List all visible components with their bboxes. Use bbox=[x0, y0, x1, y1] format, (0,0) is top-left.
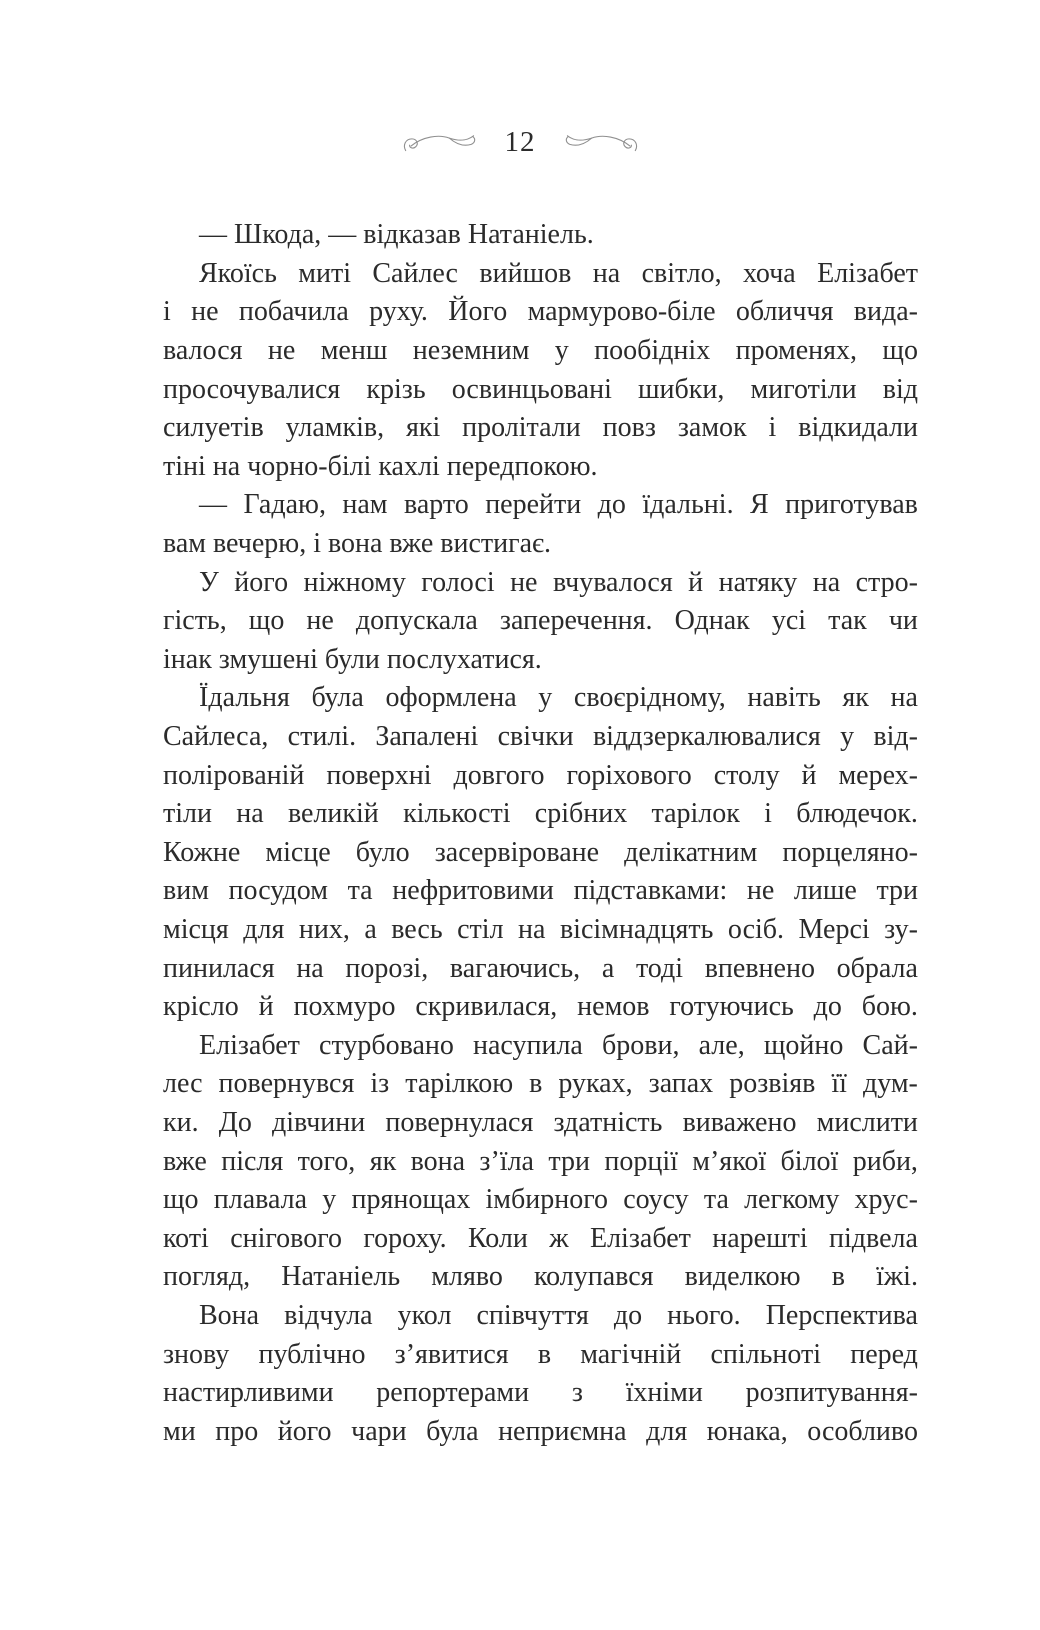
word: лес bbox=[163, 1068, 203, 1100]
word: Їдальня bbox=[199, 682, 290, 714]
word: перейти bbox=[485, 489, 582, 521]
text-line bbox=[163, 1297, 918, 1336]
word: на bbox=[890, 682, 918, 714]
word: натяку bbox=[718, 566, 798, 598]
word: свічки bbox=[497, 721, 574, 753]
word: чари bbox=[351, 1415, 407, 1447]
word: уламків, bbox=[285, 412, 385, 444]
word: ж bbox=[549, 1222, 569, 1254]
word: мислити bbox=[816, 1106, 918, 1138]
word: так bbox=[828, 605, 867, 637]
word: виважено bbox=[682, 1106, 797, 1138]
word: й bbox=[258, 991, 274, 1023]
word: не bbox=[267, 335, 296, 367]
word: Елізабет bbox=[817, 257, 918, 289]
word: місця bbox=[163, 913, 229, 945]
word: тоді bbox=[635, 952, 684, 984]
word: Перспектива bbox=[765, 1299, 918, 1331]
word: них, bbox=[298, 913, 350, 945]
word: їжі. bbox=[876, 1261, 918, 1293]
word: кількості bbox=[403, 798, 511, 830]
word: вим bbox=[163, 875, 209, 907]
word: допускала bbox=[355, 605, 478, 637]
text-line bbox=[163, 1335, 918, 1374]
word: та bbox=[347, 875, 373, 907]
word: стурбовано bbox=[319, 1029, 454, 1061]
word: що bbox=[248, 605, 285, 637]
word: її bbox=[831, 1068, 847, 1100]
word: та bbox=[703, 1184, 729, 1216]
word: юнака, bbox=[706, 1415, 788, 1447]
word: повз bbox=[602, 412, 656, 444]
word: співчуття bbox=[476, 1299, 589, 1331]
text-line bbox=[163, 1219, 918, 1258]
word: у bbox=[322, 1184, 337, 1216]
word: того, bbox=[297, 1145, 356, 1177]
text-line: — Шкода, — відказав Натаніель. bbox=[199, 219, 594, 250]
word: відкидали bbox=[798, 412, 918, 444]
word: від- bbox=[873, 721, 918, 753]
word: стіл bbox=[457, 913, 504, 945]
word: бою. bbox=[861, 991, 918, 1023]
word: повернулася bbox=[385, 1106, 534, 1138]
word: три bbox=[548, 1145, 590, 1177]
word: нарешті bbox=[712, 1222, 808, 1254]
word: гість, bbox=[163, 605, 227, 637]
word: столу bbox=[713, 759, 780, 791]
word: вагаючись, bbox=[449, 952, 581, 984]
word: тіли bbox=[163, 798, 212, 830]
text-line bbox=[163, 1412, 918, 1451]
word: стро- bbox=[855, 566, 918, 598]
word: оформлена bbox=[385, 682, 517, 714]
word: до bbox=[813, 991, 842, 1023]
word: неприємна bbox=[498, 1415, 627, 1447]
word: варто bbox=[403, 489, 469, 521]
word: миготіли bbox=[750, 373, 857, 405]
word: в bbox=[831, 1261, 845, 1293]
word: нам bbox=[342, 489, 388, 521]
word: чи bbox=[888, 605, 918, 637]
word: для bbox=[646, 1415, 688, 1447]
word: в bbox=[529, 1068, 543, 1100]
word: легкому bbox=[744, 1184, 840, 1216]
word: із bbox=[370, 1068, 390, 1100]
word: порцеляно- bbox=[782, 836, 918, 868]
text-line bbox=[163, 679, 918, 718]
paragraph bbox=[163, 679, 918, 1026]
page-number: 12 bbox=[504, 125, 536, 158]
word: променях, bbox=[735, 335, 858, 367]
word: до bbox=[613, 1299, 643, 1331]
word: вже bbox=[163, 1145, 207, 1177]
word: які bbox=[406, 412, 441, 444]
word: імбирного bbox=[485, 1184, 609, 1216]
word: була bbox=[426, 1415, 479, 1447]
word: тарілкою bbox=[405, 1068, 514, 1100]
word: три bbox=[876, 875, 918, 907]
word: його bbox=[234, 566, 289, 598]
text-line bbox=[163, 1181, 918, 1220]
word: Сайлес bbox=[372, 257, 458, 289]
paragraph bbox=[163, 1026, 918, 1296]
word: щойно bbox=[763, 1029, 844, 1061]
word: розвіяв bbox=[729, 1068, 816, 1100]
word: Я bbox=[750, 489, 769, 521]
word: ми bbox=[163, 1415, 196, 1447]
word: Однак bbox=[674, 605, 750, 637]
word: заперечення. bbox=[499, 605, 653, 637]
word: знову bbox=[163, 1338, 230, 1370]
word: вида- bbox=[853, 296, 918, 328]
word: віддзеркалювалися bbox=[592, 721, 821, 753]
word: миті bbox=[298, 257, 351, 289]
word: зу- bbox=[884, 913, 918, 945]
word: публічно bbox=[258, 1338, 366, 1370]
word: ніжному bbox=[303, 566, 406, 598]
word: Якоїсь bbox=[199, 257, 277, 289]
word: відчула bbox=[284, 1299, 373, 1331]
word: стилі. bbox=[287, 721, 357, 753]
word: замок bbox=[677, 412, 747, 444]
word: приготував bbox=[785, 489, 918, 521]
word: полірованій bbox=[163, 759, 305, 791]
text-line bbox=[163, 409, 918, 448]
word: Вона bbox=[199, 1299, 260, 1331]
flourish-right-icon bbox=[562, 124, 640, 160]
text-line bbox=[163, 1142, 918, 1181]
text-line: тіні на чорно-білі кахлі передпокою. bbox=[163, 450, 598, 482]
word: великій bbox=[287, 798, 379, 830]
word: від bbox=[882, 373, 918, 405]
word: укол bbox=[397, 1299, 452, 1331]
word: підвела bbox=[829, 1222, 918, 1254]
word: срібних bbox=[534, 798, 628, 830]
word: Мерсі bbox=[798, 913, 870, 945]
word: шибки, bbox=[637, 373, 725, 405]
word: насупила bbox=[473, 1029, 583, 1061]
page-header bbox=[0, 122, 1040, 162]
word: Його bbox=[448, 296, 508, 328]
word: на bbox=[592, 257, 621, 289]
word: місце bbox=[265, 836, 331, 868]
word: вчувалося bbox=[552, 566, 673, 598]
word: повернувся bbox=[218, 1068, 355, 1100]
text-line bbox=[163, 563, 918, 602]
word: соусу bbox=[623, 1184, 689, 1216]
word: скривилася, bbox=[415, 991, 558, 1023]
paragraph bbox=[163, 216, 918, 255]
word: магічній bbox=[580, 1338, 682, 1370]
word: як bbox=[369, 1145, 397, 1177]
word: порозі, bbox=[345, 952, 429, 984]
paragraph bbox=[163, 1297, 918, 1451]
word: горіхового bbox=[566, 759, 692, 791]
word: настирливими bbox=[163, 1377, 334, 1409]
word: валося bbox=[163, 335, 243, 367]
word: крізь bbox=[366, 373, 426, 405]
text-line bbox=[163, 795, 918, 834]
word: коті bbox=[163, 1222, 209, 1254]
paragraph bbox=[163, 563, 918, 679]
word: прянощах bbox=[351, 1184, 471, 1216]
text-line bbox=[163, 1104, 918, 1143]
text-line bbox=[163, 370, 918, 409]
word: м’якої bbox=[692, 1145, 767, 1177]
word: делікатним bbox=[624, 836, 758, 868]
word: хоча bbox=[742, 257, 796, 289]
word: блюдечок. bbox=[796, 798, 918, 830]
word: плавала bbox=[213, 1184, 308, 1216]
word: з’явитися bbox=[394, 1338, 509, 1370]
word: весь bbox=[391, 913, 443, 945]
word: вісімнадцять bbox=[559, 913, 714, 945]
word: на bbox=[812, 566, 841, 598]
word: Натаніель bbox=[281, 1261, 401, 1293]
text-line bbox=[163, 293, 918, 332]
word: що bbox=[882, 335, 918, 367]
word: голосі bbox=[421, 566, 495, 598]
word: брови, bbox=[602, 1029, 680, 1061]
word: вийшов bbox=[479, 257, 572, 289]
word: дівчини bbox=[272, 1106, 366, 1138]
text-line bbox=[163, 1026, 918, 1065]
word: похмуро bbox=[293, 991, 396, 1023]
word: але, bbox=[698, 1029, 745, 1061]
word: порції bbox=[604, 1145, 678, 1177]
word: його bbox=[277, 1415, 332, 1447]
word: колупався bbox=[533, 1261, 654, 1293]
word: поверхні bbox=[326, 759, 432, 791]
word: як bbox=[842, 682, 869, 714]
word: крісло bbox=[163, 991, 239, 1023]
text-line bbox=[163, 718, 918, 757]
word: До bbox=[218, 1106, 252, 1138]
word: лише bbox=[793, 875, 857, 907]
text-line bbox=[163, 1374, 918, 1413]
word: пролітали bbox=[462, 412, 581, 444]
word: була bbox=[311, 682, 364, 714]
word: мармурово-біле bbox=[527, 296, 716, 328]
text-line bbox=[163, 949, 918, 988]
word: що bbox=[163, 1184, 199, 1216]
word: й bbox=[688, 566, 704, 598]
word: перед bbox=[850, 1338, 918, 1370]
word: на bbox=[518, 913, 546, 945]
word: У bbox=[199, 566, 219, 598]
word: й bbox=[801, 759, 817, 791]
word: не bbox=[191, 296, 219, 328]
word: снігового bbox=[230, 1222, 342, 1254]
word: Елізабет bbox=[589, 1222, 691, 1254]
word: і bbox=[163, 296, 171, 328]
word: пинилася bbox=[163, 952, 275, 984]
text-line bbox=[163, 834, 918, 873]
word: — bbox=[199, 489, 227, 521]
word: руху. bbox=[369, 296, 428, 328]
word: здатність bbox=[553, 1106, 663, 1138]
word: у bbox=[554, 335, 569, 367]
word: особливо bbox=[807, 1415, 918, 1447]
word: силуетів bbox=[163, 412, 264, 444]
word: підставками: bbox=[573, 875, 728, 907]
word: неземним bbox=[412, 335, 530, 367]
text-line bbox=[163, 1258, 918, 1297]
word: не bbox=[746, 875, 775, 907]
text-line bbox=[163, 872, 918, 911]
word: нефритовими bbox=[392, 875, 554, 907]
word: вона bbox=[410, 1145, 466, 1177]
word: в bbox=[537, 1338, 552, 1370]
text-line: вам вечерю, і вона вже вистигає. bbox=[163, 527, 552, 559]
word: у bbox=[538, 682, 553, 714]
word: погляд, bbox=[163, 1261, 251, 1293]
word: а bbox=[364, 913, 377, 945]
word: побачила bbox=[238, 296, 349, 328]
word: спільноті bbox=[710, 1338, 822, 1370]
word: до bbox=[597, 489, 626, 521]
word: освинцьовані bbox=[451, 373, 612, 405]
text-line bbox=[163, 486, 918, 525]
word: дум- bbox=[862, 1068, 918, 1100]
word: про bbox=[215, 1415, 259, 1447]
word: Елізабет bbox=[199, 1029, 300, 1061]
word: Коли bbox=[467, 1222, 528, 1254]
word: мляво bbox=[431, 1261, 503, 1293]
word: тарілок bbox=[651, 798, 740, 830]
word: нього. bbox=[667, 1299, 741, 1331]
word: Кожне bbox=[163, 836, 241, 868]
text-line bbox=[163, 255, 918, 294]
flourish-left-icon bbox=[401, 124, 479, 160]
word: і bbox=[764, 798, 772, 830]
word: готуючись bbox=[669, 991, 794, 1023]
text-line bbox=[163, 988, 918, 1027]
word: риби, bbox=[852, 1145, 918, 1177]
word: Запалені bbox=[375, 721, 479, 753]
word: ки. bbox=[163, 1106, 199, 1138]
word: з bbox=[571, 1377, 583, 1409]
text-line: інак змушені були послухатися. bbox=[163, 643, 542, 675]
word: усі bbox=[771, 605, 807, 637]
word: з’їла bbox=[479, 1145, 534, 1177]
word: запах bbox=[648, 1068, 714, 1100]
word: обличчя bbox=[735, 296, 834, 328]
text-line bbox=[163, 1065, 918, 1104]
word: посудом bbox=[228, 875, 328, 907]
word: мерех- bbox=[838, 759, 918, 791]
paragraph bbox=[163, 486, 918, 563]
word: для bbox=[243, 913, 285, 945]
word: не bbox=[306, 605, 334, 637]
word: обрала bbox=[836, 952, 918, 984]
word: їдальні. bbox=[642, 489, 734, 521]
text-line bbox=[163, 602, 918, 641]
word: репортерами bbox=[376, 1377, 530, 1409]
text-line bbox=[163, 911, 918, 950]
word: у bbox=[840, 721, 855, 753]
text-line bbox=[163, 756, 918, 795]
word: пообідніх bbox=[594, 335, 711, 367]
word: навіть bbox=[747, 682, 821, 714]
word: немов bbox=[577, 991, 650, 1023]
word: їхніми bbox=[625, 1377, 703, 1409]
word: не bbox=[510, 566, 538, 598]
word: осіб. bbox=[727, 913, 785, 945]
word: просочувалися bbox=[163, 373, 341, 405]
word: Гадаю, bbox=[243, 489, 326, 521]
word: Сай- bbox=[862, 1029, 918, 1061]
word: на bbox=[296, 952, 324, 984]
word: розпитування- bbox=[745, 1377, 918, 1409]
word: після bbox=[221, 1145, 284, 1177]
word: засервіроване bbox=[434, 836, 600, 868]
text-line bbox=[163, 332, 918, 371]
word: білої bbox=[780, 1145, 839, 1177]
word: було bbox=[355, 836, 410, 868]
word: впевнено bbox=[704, 952, 815, 984]
word: менш bbox=[320, 335, 388, 367]
word: хрус- bbox=[854, 1184, 918, 1216]
word: руках, bbox=[558, 1068, 633, 1100]
word: Сайлеса, bbox=[163, 721, 269, 753]
word: світло, bbox=[641, 257, 722, 289]
word: виделкою bbox=[684, 1261, 801, 1293]
word: своєрідному, bbox=[573, 682, 726, 714]
word: а bbox=[601, 952, 615, 984]
word: на bbox=[236, 798, 264, 830]
paragraph bbox=[163, 255, 918, 487]
word: гороху. bbox=[363, 1222, 447, 1254]
word: довгого bbox=[453, 759, 545, 791]
text-block bbox=[163, 216, 918, 1451]
word: і bbox=[768, 412, 777, 444]
